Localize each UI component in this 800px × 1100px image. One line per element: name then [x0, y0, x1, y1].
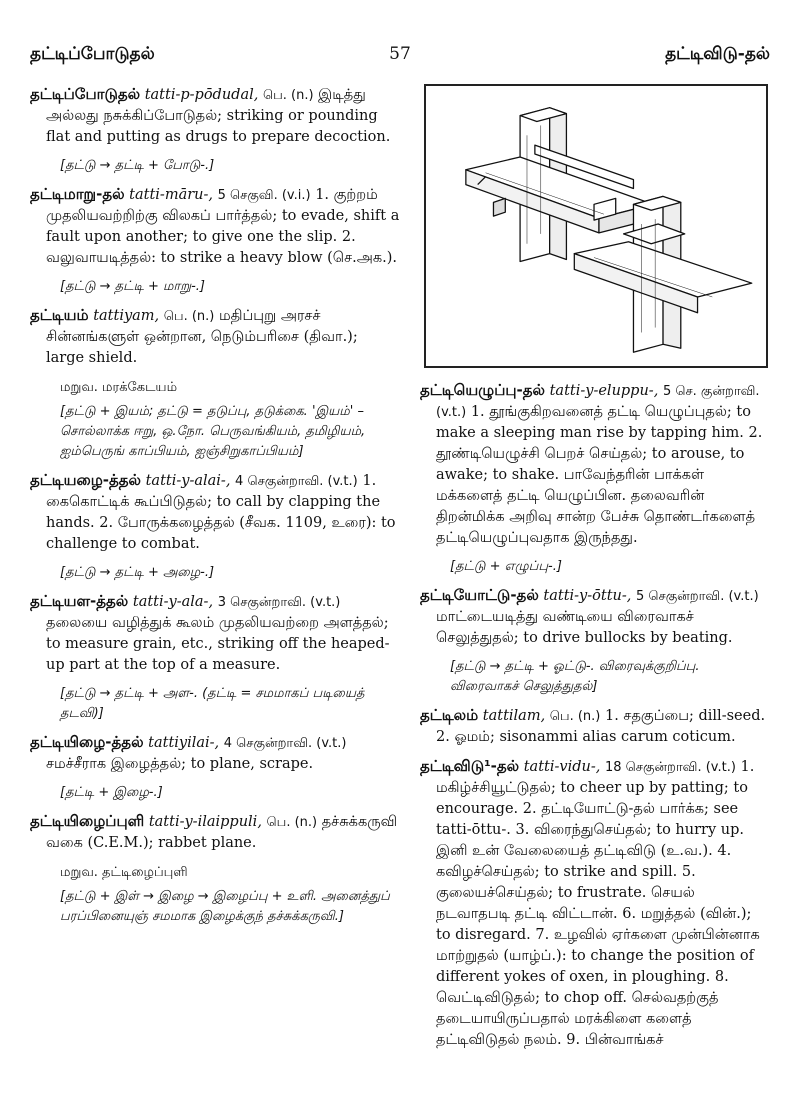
etymology: [தட்டு → தட்டி + அழை-.]	[60, 565, 215, 580]
entry	[30, 591, 400, 724]
definition: 1. மகிழ்ச்சியூட்டுதல்; to cheer up by patting; to encourage. 2. தட்டியோட்டு-தல் பார்க்க; see tatti-ōttu-. 3. விரைந்துசெய்தல்; to hurry up. இனி உன் வேலையைத் தட்டிவிடு (உ.வ.). 4. கவிழச்செய்தல்; to strike and spill. 5. குலையச்செய்தல்; to frustrate. செயல் நடவாதபடி தட்டி விட்டான். 6. மறுத்தல் (வின்.); to disregard. 7. உழவில் ஏர்களை முன்பின்னாக மாற்றுதல் (யாழ்ப்.): to change the position of different yokes of oxen, in ploughing. 8. வெட்டிவிடுதல்; to chop off. செல்வதற்குத் தடையாயிருப்பதால் மரக்கிளை களைத் தட்டிவிடுதல் நலம். 9. பின்வாங்கச்	[436, 759, 760, 1048]
entry	[30, 84, 400, 176]
headword: தட்டியழை-த்தல்	[30, 471, 141, 489]
definition: சமச்சீராக இழைத்தல்; to plane, scrape.	[46, 756, 314, 772]
entry	[420, 380, 768, 577]
grammar: 3 செகுன்றாவி. (v.t.)	[217, 595, 341, 610]
transliteration: tatti-y-alai-,	[145, 473, 231, 489]
transliteration: tattiyilai-,	[148, 735, 220, 751]
grammar: 5 செகுன்றாவி. (v.t.)	[635, 589, 759, 604]
transliteration: tatti-p-pōdudal,	[144, 87, 259, 103]
entry	[30, 470, 400, 583]
entry	[30, 184, 400, 297]
etymology: [தட்டு → தட்டி + அள-. (தட்டி = சமமாகப் படியைத் தடவி)]	[60, 686, 365, 721]
headword: தட்டியம்	[30, 306, 89, 324]
entry	[420, 756, 768, 1051]
wooden-joints-drawing	[426, 86, 766, 366]
grammar: 4 செகுன்றாவி. (v.t.)	[235, 474, 358, 489]
grammar: 5 செ. குன்றாவி. (v.t.)	[436, 384, 760, 420]
entry	[420, 705, 768, 748]
grammar: பெ. (n.)	[262, 88, 314, 103]
grammar: 18 செகுன்றாவி. (v.t.)	[604, 760, 736, 775]
entry	[30, 732, 400, 803]
transliteration: tatti-vidu-,	[523, 759, 601, 775]
synonym: மறுவ. மரக்கேடயம்	[60, 380, 178, 395]
etymology: [தட்டு + இள் → இழை → இழைப்பு + உளி. அனைத்துப் பரப்பினையுஞ் சமமாக இழைக்குந் தச்சுக்கருவி.]	[60, 889, 390, 924]
definition: மாட்டையடித்து வண்டியை விரைவாகச் செலுத்துதல்; to drive bullocks by beating.	[436, 609, 733, 646]
definition: 1. குற்றம் முதலியவற்றிற்கு விலகப் பார்த்தல்; to evade, shift a fault upon another; to give one the slip. 2. வலுவாயடித்தல்: to strike a heavy blow (செ.அக.).	[46, 187, 400, 266]
grammar: பெ. (n.)	[163, 309, 215, 324]
transliteration: tattilam,	[482, 708, 546, 724]
headword: தட்டிவிடு¹-தல்	[420, 757, 520, 775]
transliteration: tatti-y-ala-,	[132, 594, 214, 610]
headword: தட்டியெழுப்பு-தல்	[420, 381, 545, 399]
headword: தட்டியோட்டு-தல்	[420, 586, 539, 604]
definition: 1. சதகுப்பை; dill-seed. 2. ஓமம்; sisonammi alias carum coticum.	[436, 708, 766, 745]
headword: தட்டிமாறு-தல்	[30, 185, 125, 203]
headword: தட்டியள-த்தல்	[30, 592, 129, 610]
right-column	[420, 380, 768, 1059]
transliteration: tatti-y-ōttu-,	[543, 588, 632, 604]
grammar: 4 செகுன்றாவி. (v.t.)	[223, 736, 347, 751]
headword: தட்டிப்போடுதல்	[30, 85, 141, 103]
entry	[30, 305, 400, 462]
header-left-guideword: தட்டிப்போடுதல்	[30, 44, 155, 64]
entry	[420, 585, 768, 697]
headword: தட்டிலம்	[420, 706, 479, 724]
etymology: [தட்டு → தட்டி + மாறு-.]	[60, 279, 205, 294]
entry	[30, 811, 400, 927]
transliteration: tatti-māru-,	[129, 187, 213, 203]
etymology: [தட்டு → தட்டி + ஓட்டு-. விரைவுக்குறிப்பு. விரைவாகச் செலுத்துதல்]	[450, 659, 700, 694]
transliteration: tatti-y-eluppu-,	[549, 383, 659, 399]
definition: தலையை வழித்துக் கூலம் முதலியவற்றை அளத்தல்; to measure grain, etc., striking off the heaped-up part at the top of a measure.	[46, 615, 390, 673]
definition: 1. தூங்குகிறவனைத் தட்டி யெழுப்புதல்; to make a sleeping man rise by tapping him. 2. தூண்டியெழுச்சி பெறச் செய்தல்; to arouse, to awake; to shake. பாவேந்தரின் பாக்கள் மக்களைத் தட்டி யெழுப்பின. தலைவரின் திறன்மிக்க அறிவு சான்ற பேச்சு தொண்டர்களைத் தட்டியெழுப்புவதாக இருந்தது.	[436, 404, 763, 546]
joinery-illustration	[424, 84, 768, 368]
grammar: பெ. (n.)	[549, 709, 601, 724]
grammar: பெ. (n.)	[266, 815, 318, 830]
page-number: 57	[389, 44, 411, 64]
etymology: [தட்டு + இயம்; தட்டு = தடுப்பு, தடுக்கை. 'இயம்' – சொல்லாக்க ஈறு, ஒ.நோ. பெருவங்கியம், தமிழியம், ஐம்பெருங் காப்பியம், ஐஞ்சிறுகாப்பியம்]	[60, 404, 366, 459]
headword: தட்டியிழை-த்தல்	[30, 733, 144, 751]
definition: 1. கைகொட்டிக் கூப்பிடுதல்; to call by clapping the hands. 2. போருக்கழைத்தல் (சீவக. 1109, உரை): to challenge to combat.	[46, 473, 396, 552]
transliteration: tattiyam,	[93, 308, 160, 324]
synonym: மறுவ. தட்டிழைப்புளி	[60, 865, 188, 880]
header-right-guideword: தட்டிவிடு-தல்	[665, 44, 770, 64]
definition: மதிப்புறு அரசச் சின்னங்களுள் ஒன்றான, நெடும்பரிசை (திவா.); large shield.	[46, 308, 358, 366]
etymology: [தட்டி + இழை-.]	[60, 785, 163, 800]
definition: இடித்து அல்லது நசுக்கிப்போடுதல்; striking or pounding flat and putting as drugs to prepare decoction.	[46, 87, 391, 145]
left-column	[30, 84, 400, 935]
transliteration: tatti-y-ilaippuli,	[148, 814, 262, 830]
etymology: [தட்டு + எழுப்பு-.]	[450, 559, 562, 574]
headword: தட்டியிழைப்புளி	[30, 812, 145, 830]
etymology: [தட்டு → தட்டி + போடு-.]	[60, 158, 215, 173]
page-header	[30, 44, 770, 74]
definition: தச்சுக்கருவி வகை (C.E.M.); rabbet plane.	[46, 814, 398, 851]
grammar: 5 செகுவி. (v.i.)	[217, 188, 311, 203]
